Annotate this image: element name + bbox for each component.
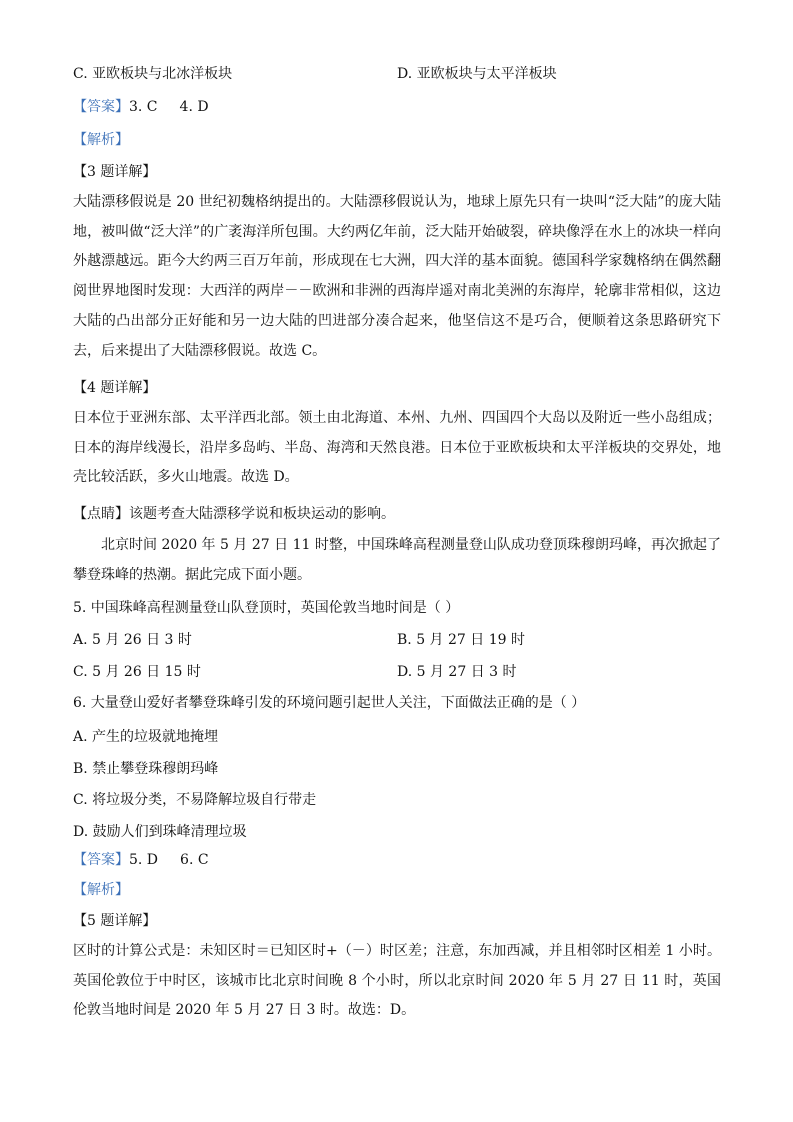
analysis-tag-2: 【解析】: [73, 882, 129, 898]
q5-option-c: C. 5 月 26 日 15 时: [73, 664, 201, 680]
detail-4-title: 【4 题详解】: [73, 380, 157, 396]
prev-option-d: D. 亚欧板块与太平洋板块: [397, 66, 557, 82]
detail-3-title: 【3 题详解】: [73, 164, 157, 180]
answer-3: 3. C: [129, 99, 158, 115]
q6-option-b: B. 禁止攀登珠穆朗玛峰: [73, 761, 219, 777]
comment-text: 该题考查大陆漂移学说和板块运动的影响。: [129, 506, 395, 522]
answer-6: 6. C: [180, 852, 209, 868]
analysis-tag-1: 【解析】: [73, 132, 129, 148]
detail-3-text: 大陆漂移假说是 20 世纪初魏格纳提出的。大陆漂移假说认为，地球上原先只有一块叫“泛大陆”的庞大陆地，被叫做“泛大洋”的广袤海洋所包围。大约两亿年前，泛大陆开始破裂，碎块像浮在水上的冰块一样向外越漂越远。距今大约两三百万年前，形成现在七大洲，四大洋的基本面貌。德国科学家魏格纳在偶然翻阅世界地图时发现：大西洋的两岸－－欧洲和非洲的西海岸遥对南北美洲的东海岸，轮廓非常相似，这边大陆的凸出部分正好能和另一边大陆的凹进部分凑合起来，他坚信这不是巧合，便顺着这条思路研究下去，后来提出了大陆漂移假说。故选 C。: [73, 194, 721, 359]
comment-line: [73, 504, 395, 524]
detail-5-text: 区时的计算公式是：未知区时＝已知区时+（－）时区差；注意，东加西减，并且相邻时区相差 1 小时。英国伦敦位于中时区，该城市比北京时间晚 8 个小时，所以北京时间 2020 年 5 月 27 日 11 时，英国伦敦当地时间是 2020 年 5 月 27 日 3 时。故选：D。: [73, 943, 721, 1019]
reading-passage: 北京时间 2020 年 5 月 27 日 11 时整，中国珠峰高程测量登山队成功登顶珠穆朗玛峰，再次掀起了攀登珠峰的热潮。据此完成下面小题。: [73, 537, 721, 583]
comment-tag: 【点睛】: [73, 506, 129, 522]
answer-line-2: [73, 850, 209, 870]
answer-tag: 【答案】: [73, 99, 129, 115]
q6-option-d: D. 鼓励人们到珠峰清理垃圾: [73, 824, 247, 840]
answer-line-1: [73, 97, 209, 117]
prev-option-c: C. 亚欧板块与北冰洋板块: [73, 66, 233, 82]
q5-option-b: B. 5 月 27 日 19 时: [397, 632, 525, 648]
q5-option-d: D. 5 月 27 日 3 时: [397, 664, 517, 680]
detail-4-text: 日本位于亚洲东部、太平洋西北部。领土由北海道、本州、九州、四国四个大岛以及附近一些小岛组成；日本的海岸线漫长，沿岸多岛屿、半岛、海湾和天然良港。日本位于亚欧板块和太平洋板块的交界处，地壳比较活跃，多火山地震。故选 D。: [73, 410, 721, 486]
detail-5-title: 【5 题详解】: [73, 913, 157, 929]
q5-stem: 5. 中国珠峰高程测量登山队登顶时，英国伦敦当地时间是（ ）: [73, 600, 460, 616]
q5-option-a: A. 5 月 26 日 3 时: [73, 632, 192, 648]
q6-option-c: C. 将垃圾分类，不易降解垃圾自行带走: [73, 792, 317, 808]
q6-stem: 6. 大量登山爱好者攀登珠峰引发的环境问题引起世人关注，下面做法正确的是（ ）: [73, 695, 586, 711]
answer-tag-2: 【答案】: [73, 852, 129, 868]
q6-option-a: A. 产生的垃圾就地掩埋: [73, 729, 219, 745]
answer-5: 5. D: [129, 852, 159, 868]
answer-4: 4. D: [179, 99, 209, 115]
